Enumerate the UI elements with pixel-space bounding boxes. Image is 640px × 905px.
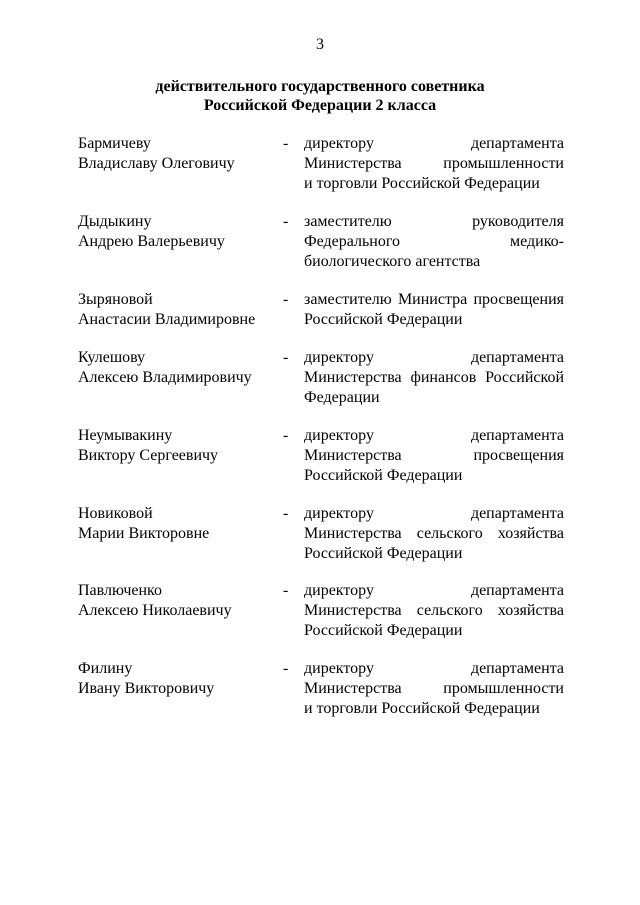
position-line: и торговли Российской Федерации [304, 175, 540, 192]
person-name [78, 659, 278, 699]
person-name [78, 581, 278, 621]
position-line: директору департамента [304, 427, 564, 444]
person-given-name: Виктору Сергеевичу [78, 447, 219, 464]
person-position [304, 659, 564, 719]
heading-line-2: Российской Федерации 2 класса [203, 97, 437, 114]
person-surname: Павлюченко [78, 582, 162, 599]
person-surname: Новиковой [78, 505, 153, 522]
person-given-name: Марии Викторовне [78, 525, 210, 542]
person-surname: Неумывакину [78, 427, 173, 444]
separator-dash: - [283, 660, 289, 677]
position-line: директору департамента [304, 582, 564, 599]
person-position [304, 426, 564, 486]
person-position [304, 504, 564, 564]
separator-dash: - [283, 135, 289, 152]
person-given-name: Андрею Валерьевичу [78, 233, 225, 250]
person-given-name: Ивану Викторовичу [78, 680, 215, 697]
position-line: Российской Федерации [304, 545, 463, 562]
position-line: Федерации [304, 389, 380, 406]
person-given-name: Владиславу Олеговичу [78, 155, 235, 172]
person-position [304, 348, 564, 408]
person-given-name: Алексею Владимировичу [78, 369, 252, 386]
heading-line-1: действительного государственного советника [155, 78, 485, 95]
separator-dash: - [283, 213, 289, 230]
person-name [78, 504, 278, 544]
position-line: Федерального медико- [304, 233, 564, 250]
page-number: 3 [316, 36, 324, 53]
position-line: директору департамента [304, 660, 564, 677]
person-name [78, 348, 278, 388]
position-line: заместителю руководителя [304, 213, 564, 230]
position-line: биологического агентства [304, 253, 481, 270]
position-line: заместителю Министра просвещения [304, 291, 564, 308]
separator-dash: - [283, 349, 289, 366]
person-surname: Филину [78, 660, 133, 677]
person-position [304, 290, 564, 330]
person-position [304, 212, 564, 272]
position-line: Министерства промышленности [304, 680, 564, 697]
position-line: Министерства промышленности [304, 155, 564, 172]
position-line: Российской Федерации [304, 467, 463, 484]
separator-dash: - [283, 505, 289, 522]
person-given-name: Алексею Николаевичу [78, 602, 232, 619]
separator-dash: - [283, 291, 289, 308]
person-name [78, 212, 278, 252]
position-line: директору департамента [304, 135, 564, 152]
person-surname: Бармичеву [78, 135, 151, 152]
position-line: Российской Федерации [304, 311, 463, 328]
person-position [304, 581, 564, 641]
person-position [304, 134, 564, 194]
document-heading [0, 77, 640, 115]
person-name [78, 290, 278, 330]
person-surname: Дыдыкину [78, 213, 152, 230]
position-line: и торговли Российской Федерации [304, 700, 540, 717]
position-line: Министерства сельского хозяйства [304, 525, 564, 542]
position-line: Министерства просвещения [304, 447, 564, 464]
person-surname: Зыряновой [78, 291, 153, 308]
person-name [78, 426, 278, 466]
separator-dash: - [283, 427, 289, 444]
person-surname: Кулешову [78, 349, 146, 366]
separator-dash: - [283, 582, 289, 599]
person-name [78, 134, 278, 174]
position-line: Российской Федерации [304, 622, 463, 639]
position-line: директору департамента [304, 349, 564, 366]
position-line: директору департамента [304, 505, 564, 522]
person-given-name: Анастасии Владимировне [78, 311, 256, 328]
position-line: Министерства финансов Российской [304, 369, 564, 386]
position-line: Министерства сельского хозяйства [304, 602, 564, 619]
